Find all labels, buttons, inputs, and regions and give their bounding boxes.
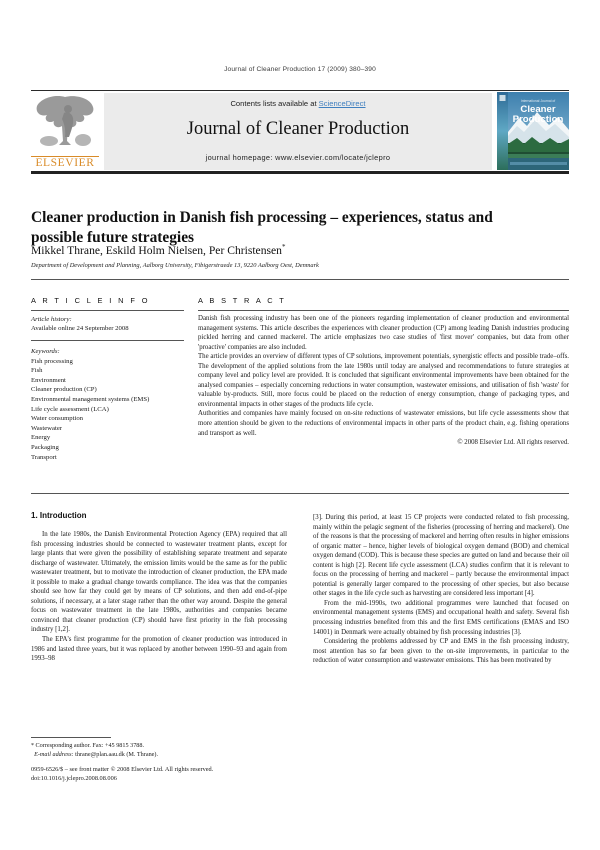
body-column-left: [31, 530, 287, 664]
contents-lists-prefix: Contents lists available at: [230, 99, 319, 108]
corresponding-author-marker: *: [281, 243, 286, 251]
masthead-center-band: [104, 93, 492, 170]
elsevier-tree-icon: [31, 93, 99, 155]
elsevier-logo: [31, 93, 99, 170]
keyword-item: Packaging: [31, 443, 59, 451]
journal-title: Journal of Cleaner Production: [186, 119, 410, 139]
author-list: [31, 243, 551, 257]
keyword-item: Cleaner production (CP): [31, 386, 97, 394]
contents-lists-line: [104, 99, 492, 108]
journal-cover-thumbnail: [497, 92, 569, 170]
abstract-body: [198, 314, 569, 448]
page-title: Cleaner production in Danish fish processing – experiences, status and possible future strategies: [31, 209, 493, 247]
footnote-rule: [31, 737, 111, 738]
abstract-rule-top: [198, 310, 569, 311]
abstract-rule-bottom: [31, 493, 569, 494]
article-history: [31, 315, 186, 334]
svg-text:Production: Production: [512, 114, 564, 125]
svg-text:International Journal of: International Journal of: [520, 99, 556, 103]
keyword-item: Fish processing: [31, 357, 73, 365]
keywords-block: [31, 347, 189, 462]
masthead-top-rule: [31, 90, 569, 91]
affiliation: Department of Development and Planning, Aalborg University, Fibigerstraede 13, 9220 Aalborg Oest, Denmark: [31, 262, 319, 269]
footnote-corresponding: [31, 742, 287, 751]
keywords-label: Keywords:: [31, 348, 60, 355]
body-paragraph: The EPA's first programme for the promotion of cleaner production was introduced in 1986 and lasted three years, but it was replaced by another between 1990–93 and again from 1993–98: [31, 636, 287, 663]
sciencedirect-link[interactable]: ScienceDirect: [318, 99, 366, 108]
email-label: E-mail address:: [34, 750, 74, 758]
body-paragraph: In the late 1980s, the Danish Environmental Protection Agency (EPA) required that all fish processing industries should be connected to wastewater treatment plants, except for large plants that were given the possibility of establishing separate treatment and separate discharge of wastewater. Ultimately, the emission limits would be the same as for the public wastewater treatment, but to motivate the introduction of cleaner production, the EPA made it possible to make a gradual change towards compliance. The idea was that the companies should see how far they could get by means of CP solutions, and then add end-of-pipe solutions, if necessary, at a later stage rather than the other way around. Despite the general focus on wastewater treatment in the late 1980s, authorities and companies became convinced that cleaner production (CP) should have first priority in the fish processing industry [1,2].: [31, 531, 287, 634]
masthead-bottom-rule: [31, 171, 569, 174]
keyword-item: Water consumption: [31, 415, 84, 423]
svg-text:Cleaner: Cleaner: [520, 104, 556, 115]
article-history-value: Available online 24 September 2008: [31, 325, 129, 333]
article-info-heading: A R T I C L E I N F O: [31, 296, 150, 305]
keyword-item: Wastewater: [31, 424, 63, 432]
footnote-corresponding-text: Corresponding author. Fax: +45 9815 3788.: [35, 742, 145, 749]
running-head: Journal of Cleaner Production 17 (2009) 380–390: [224, 66, 376, 73]
imprint-issn-line: 0959-6526/$ – see front matter © 2008 Elsevier Ltd. All rights reserved.: [31, 766, 214, 773]
article-history-label: Article history:: [31, 316, 72, 323]
keyword-item: Life cycle assessment (LCA): [31, 405, 109, 413]
imprint-block: [31, 766, 311, 784]
body-paragraph: [3]. During this period, at least 15 CP projects were conducted related to fish processing, mainly within the pelagic segment of the fisheries (processing of herring and mackerel). One of the reasons is that the processing of mackerel and herring often results in higher emissions of organic matter – hence, higher levels of biological oxygen demand (BOD) and chemical oxygen demand (COD). This is because these species are gutted on land and because their oil content is high [2]. Recent life cycle assessment (LCA) studies confirm that it is relevant to focus on the processing of herring and mackerel – partly because the environmental impact potential is generally larger compared to the processing of other species, but also because other stages in the life cycle such as harvesting are considered less important [4].: [313, 514, 569, 598]
email-value[interactable]: thrane@plan.aau.dk (M. Thrane).: [75, 750, 159, 758]
footnote-block: [31, 742, 287, 759]
article-info-rule-mid: [31, 340, 184, 341]
footnote-marker: *: [31, 743, 34, 749]
footnote-email: [31, 751, 287, 760]
author-names: Mikkel Thrane, Eskild Holm Nielsen, Per Christensen: [31, 243, 282, 257]
keyword-item: Fish: [31, 367, 43, 375]
keyword-item: Environmental management systems (EMS): [31, 395, 150, 403]
abstract-paragraph: Authorities and companies have mainly focused on on-site reductions of wastewater emissions, but life cycle assessments show that more attention should be given to the reductions of environmental impacts in other parts of the product chain, e.g. fishing operations and transport as well.: [198, 410, 569, 437]
keyword-item: Transport: [31, 453, 57, 461]
body-paragraph: From the mid-1990s, two additional programmes were launched that focused on environmental management systems (EMS) and occupational health and safety. Several fish processing industries benefited from this and the first EMS certifications (EMAS and ISO 14001) in Denmark were actually obtained by fish processing industries [3].: [313, 599, 569, 636]
abstract-paragraph: The article provides an overview of different types of CP solutions, improvement potentials, synergistic effects and possible trade–offs. The development of the applied solutions from the late 1980s until today are analysed and recommendations to future strategies at company level and policy level are provided. It is concluded that significant environmental improvements have been obtained for the analysed companies – especially concerning reductions in water consumption, wastewater emissions, and utilisation of fish 'waste' for valuable by-products. Still, more focus could be placed on the reduction of energy consumption, change of packaging types, and environmental impacts in other stages of the products life cycle.: [198, 353, 569, 408]
abstract-paragraph: Danish fish processing industry has been one of the pioneers regarding implementation of cleaner production and environmental management systems. This article describes the experiences with cleaner production (CP) among leading Danish industries producing pickled herring and canned mackerel. The article emphasizes two case studies of 'first mover' companies, but data from other 'proactive' companies are also included.: [198, 315, 569, 351]
affiliation-rule: [31, 279, 569, 280]
abstract-copyright: © 2008 Elsevier Ltd. All rights reserved.: [457, 439, 569, 447]
body-paragraph: Considering the problems addressed by CP and EMS in the fish processing industry, most attention has so far been given to the on-site improvements, in particular to the reduction of water consumption and wastewater emissions. This has been motivated by: [313, 638, 569, 665]
article-info-rule-top: [31, 310, 184, 311]
abstract-heading: A B S T R A C T: [198, 296, 287, 305]
journal-homepage[interactable]: journal homepage: www.elsevier.com/locate/jclepro: [205, 153, 391, 162]
imprint-doi-line[interactable]: doi:10.1016/j.jclepro.2008.08.006: [31, 774, 117, 782]
keyword-item: Environment: [31, 376, 66, 384]
body-column-right: [313, 513, 569, 666]
section-heading-introduction: 1. Introduction: [31, 511, 87, 520]
journal-masthead: [31, 92, 569, 172]
cover-art-icon: [497, 92, 569, 170]
keyword-item: Energy: [31, 434, 51, 442]
elsevier-wordmark: ELSEVIER: [31, 156, 99, 170]
